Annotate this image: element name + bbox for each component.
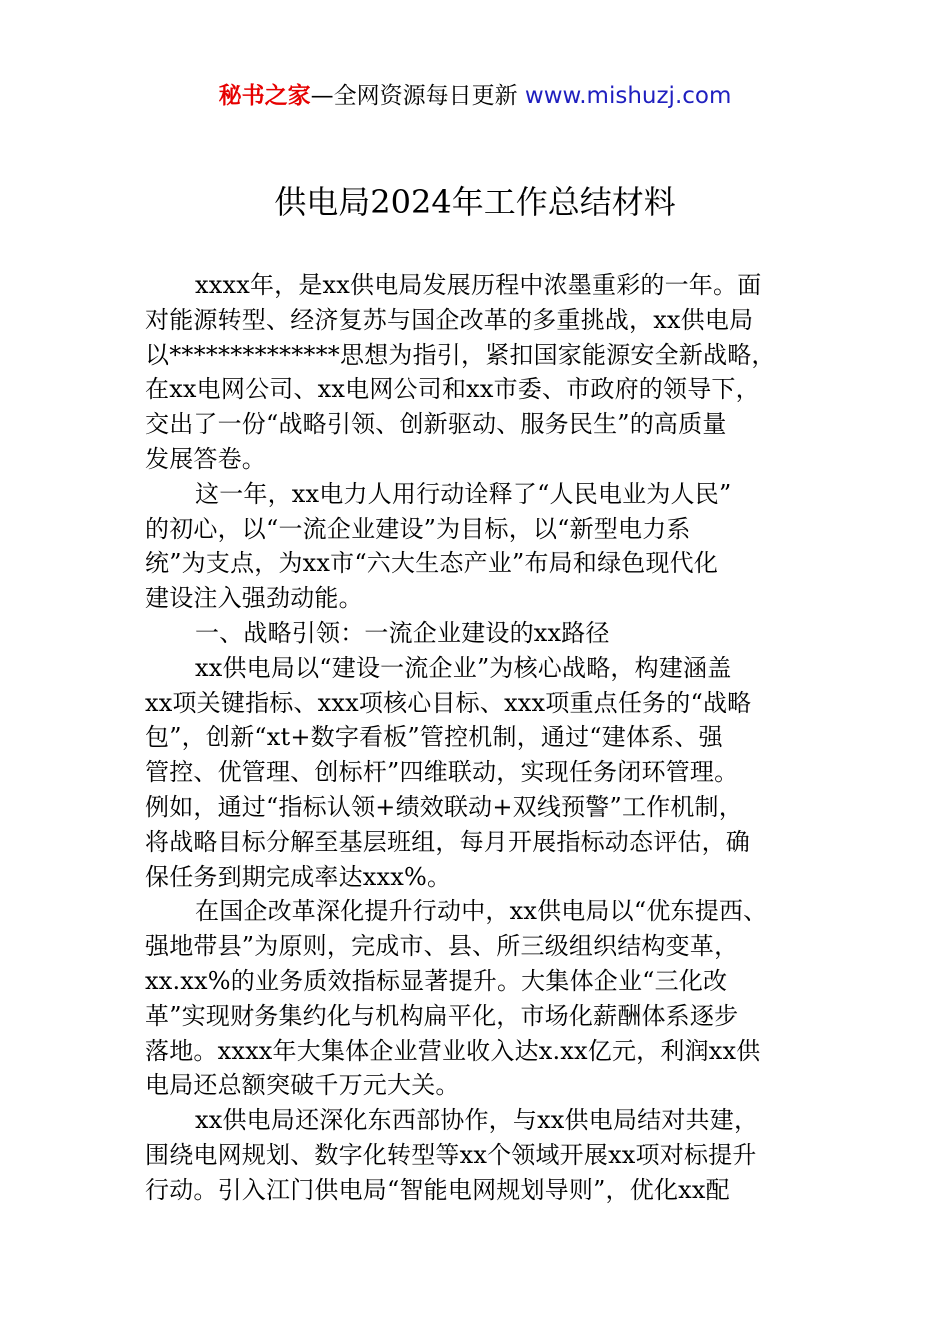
text-line: 以**************思想为指引，紧扣国家能源安全新战略， bbox=[145, 340, 776, 369]
text-line: 对能源转型、经济复苏与国企改革的多重挑战，xx供电局 bbox=[145, 305, 754, 334]
text-line: 建设注入强劲动能。 bbox=[145, 584, 363, 613]
text-line: 例如，通过“指标认领+绩效联动+双线预警”工作机制， bbox=[145, 792, 743, 821]
paragraph bbox=[145, 894, 810, 1103]
text-line: 的初心，以“一流企业建设”为目标，以“新型电力系 bbox=[145, 514, 691, 543]
site-brand[interactable]: 秘书之家 bbox=[218, 83, 311, 109]
text-line: 行动。引入江门供电局“智能电网规划导则”，优化xx配 bbox=[145, 1175, 730, 1204]
text-line: 在国企改革深化提升行动中，xx供电局以“优东提西、 bbox=[195, 897, 768, 926]
text-line: xx供电局还深化东西部协作，与xx供电局结对共建， bbox=[195, 1106, 759, 1135]
document-body bbox=[145, 268, 810, 1208]
text-line: 在xx电网公司、xx电网公司和xx市委、市政府的领导下， bbox=[145, 375, 760, 404]
text-line: 保任务到期完成率达xxx%。 bbox=[145, 862, 452, 891]
heading-line: 一、战略引领：一流企业建设的xx路径 bbox=[195, 618, 610, 647]
text-line: xx.xx%的业务质效指标显著提升。大集体企业“三化改 bbox=[145, 966, 728, 995]
text-line: 强地带县”为原则，完成市、县、所三级组织结构变革， bbox=[145, 932, 739, 961]
text-line: xxxx年，是xx供电局发展历程中浓墨重彩的一年。面 bbox=[195, 271, 762, 299]
site-header bbox=[0, 78, 950, 114]
text-line: 管控、优管理、创标杆”四维联动，实现任务闭环管理。 bbox=[145, 758, 739, 787]
text-line: 包”，创新“xt+数字看板”管控机制，通过“建体系、强 bbox=[145, 723, 723, 752]
paragraph bbox=[145, 268, 810, 477]
text-line: 将战略目标分解至基层班组，每月开展指标动态评估，确 bbox=[145, 827, 750, 856]
paragraph bbox=[145, 477, 810, 616]
text-line: 落地。xxxx年大集体企业营业收入达x.xx亿元，利润xx供 bbox=[145, 1036, 761, 1065]
text-line: 交出了一份“战略引领、创新驱动、服务民生”的高质量 bbox=[145, 410, 727, 439]
section-heading bbox=[145, 616, 810, 651]
text-line: xx供电局以“建设一流企业”为核心战略，构建涵盖 bbox=[195, 653, 732, 682]
text-line: 这一年，xx电力人用行动诠释了“人民电业为人民” bbox=[195, 479, 732, 508]
paragraph bbox=[145, 1103, 810, 1207]
site-url-link[interactable]: www.mishuzj.com bbox=[524, 83, 732, 109]
text-line: 电局还总额突破千万元大关。 bbox=[145, 1071, 460, 1100]
text-line: 统”为支点，为xx市“六大生态产业”布局和绿色现代化 bbox=[145, 549, 719, 578]
document-title: 供电局2024年工作总结材料 bbox=[274, 183, 676, 221]
text-line: 革”实现财务集约化与机构扁平化，市场化薪酬体系逐步 bbox=[145, 1001, 739, 1030]
paragraph bbox=[145, 651, 810, 895]
text-line: 围绕电网规划、数字化转型等xx个领域开展xx项对标提升 bbox=[145, 1140, 757, 1169]
text-line: xx项关键指标、xxx项核心目标、xxx项重点任务的“战略 bbox=[145, 688, 752, 717]
text-line: 发展答卷。 bbox=[145, 444, 266, 473]
site-tagline: —全网资源每日更新 bbox=[310, 83, 518, 109]
